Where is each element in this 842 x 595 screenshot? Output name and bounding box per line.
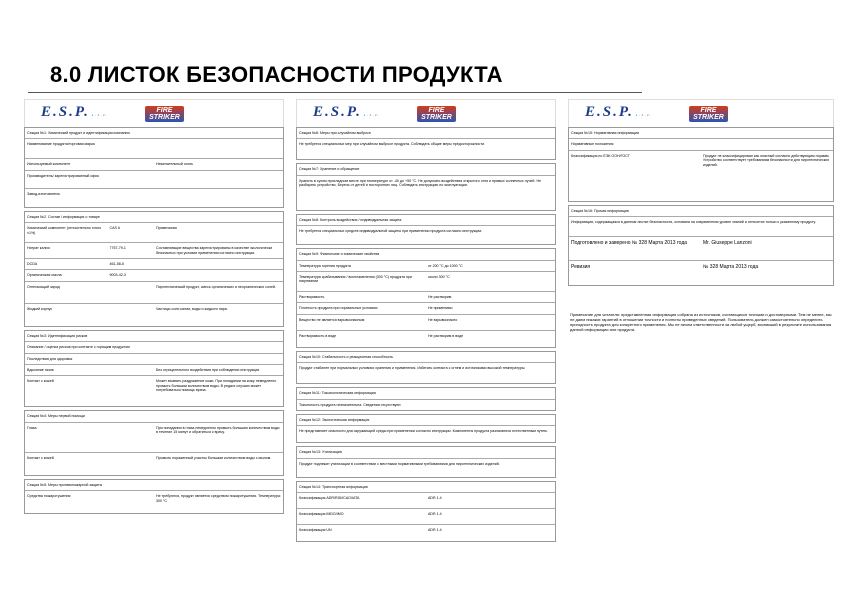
esp-logo: E.S.P. s.r.l.	[585, 103, 654, 120]
fire-striker-logo: FIRE STRIKER	[417, 106, 456, 122]
esp-logo: E.S.P. s.r.l.	[313, 103, 382, 120]
section-11: Секция №11: Токсикологическая информация Токсичность продукта незначительна. Сведения отсутствуют.	[296, 387, 556, 411]
section-6: Секция №6: Меры при случайном выбросе Не требуется специальных мер при случайном выбросе продукта. Соблюдать общие меры предосторожности.	[296, 127, 556, 160]
column-3	[568, 99, 834, 286]
column-1	[24, 99, 284, 514]
section-14: Секция №14: Транспортная информация Классификация ADR/RID/ICAO/IATA ADR 1.4 Классификация IMDG/IMO ADR 1.4 Классификация UN ADR 1.4	[296, 481, 556, 542]
section-9: Секция №9: Физические и химические свойства Температура горения продукта от 200 °C до 1000 °C Температура срабатывания / воспламенения (300 °C) продукта при нагревании около 300 °C Растворимость Не растворим Плотность продукта при нормальных условиях Не применимо Вещество не является взрывоопасным Не взрывоопасно Растворимость в воде Не растворим в воде	[296, 248, 556, 348]
fire-striker-logo: FIRE STRIKER	[689, 106, 728, 122]
section-13: Секция №13: Утилизация Продукт подлежит утилизации в соответствии с местными нормативными требованиями для пиротехнических изделий.	[296, 446, 556, 477]
title-divider	[28, 92, 642, 93]
section-5: Секция №5: Меры противопожарной защиты Средства пожаротушения Не требуются, продукт является средством пожаротушения. Температура: 300 °C	[24, 479, 284, 514]
section-10: Секция №10: Стабильность и реакционная способность Продукт стабилен при нормальных условиях хранения и применения. Избегать контакта с огнем и источниками высокой температуры.	[296, 351, 556, 384]
reader-notes: Примечание для читателя: представленная информация собрана из источников, считающихся точными и достоверными. Тем не менее, мы не даем никаких гарантий в отношении точности и полноты приведенных сведений. Пользователь должен самостоятельно определить пригодность продукта для конкретного применения. Мы не несем ответственности за любой ущерб, возникший в результате использования данной информации или продукта.	[570, 312, 832, 332]
section-15: Секция №15: Нормативная информация Нормативные положения Классификация по ЕЭК ООН/ГОСТ Продукт не классифицирован как опасный согласно действующим нормам. Устройство соответствует требованиям безопасности для пиротехнических изделий.	[568, 127, 834, 202]
fire-striker-logo: FIRE STRIKER	[145, 106, 184, 122]
logo-bar	[568, 99, 834, 127]
column-2	[296, 99, 556, 542]
section-7: Секция №7: Хранение и обращение Хранить в сухом прохладном месте при температуре от -40 до +50 °C. Не допускать воздействия открытого огня и прямых солнечных лучей. Не разбирать устройство. Беречь от детей и посторонних лиц. Соблюдать инструкцию по эксплуатации.	[296, 163, 556, 210]
page-title: 8.0 ЛИСТОК БЕЗОПАСНОСТИ ПРОДУКТА	[50, 62, 503, 87]
section-4: Секция №4: Меры первой помощи Глаза При попадании в глаза немедленно промыть большим количеством воды в течение 15 минут и обратиться к врачу. Контакт с кожей Промыть пораженный участок большим количеством воды с мылом.	[24, 410, 284, 475]
section-1: Секция №1: Химический продукт и идентификация компании Наименование продукта/торговая марка Используемый компонент Нежелательный огонь Производитель/ зарегистрированный офис Завод-изготовитель	[24, 127, 284, 208]
section-2: Секция №2. Состав / информация о товаре Химический компонент (относительно точно ±1%) CAS # Примечания Нитрат калия 7757-79-1 Составляющие вещества зарегистрированы в качестве экологически безопасных при условии применения согласно инструкции. DCDA 461-58-5 Органическая смола 9003-42-3 Огнегасящий заряд Пиротехнический продукт, смесь органических и неорганических солей. Жидкий корпус Частицы соли калия, воды и жидкого пара.	[24, 211, 284, 327]
section-8: Секция №8: Контроль воздействия / индивидуальная защита Не требуется специальных средств индивидуальной защиты при применении продукта согласно инструкции.	[296, 214, 556, 245]
logo-bar	[24, 99, 284, 127]
section-12: Секция №12: Экологическая информация Не представляет опасности для окружающей среды при применении согласно инструкции. Компоненты продукта разлагаются естественным путем.	[296, 414, 556, 443]
esp-logo: E.S.P. s.r.l.	[41, 103, 110, 120]
section-3: Секция №3: Идентификация рисков Описание / оценка рисков при контакте с горящим продуктом Последствия для здоровья Вдыхание газов Без отрицательного воздействия при соблюдении инструкции. Контакт с кожей Может вызвать раздражение кожи. При попадании на кожу немедленно промыть большим количеством воды. В редких случаях может потребоваться помощь врача.	[24, 330, 284, 408]
logo-bar	[296, 99, 556, 127]
section-16: Секция №16: Прочая информация Информация, содержащаяся в данном листке безопасности, основана на современном уровне знаний и относится только к указанному продукту. Подготовлено и заверено № 328 Марта 2013 года Mr. Giuseppe Lanzoni Ревизия № 328 Марта 2013 года	[568, 205, 834, 286]
